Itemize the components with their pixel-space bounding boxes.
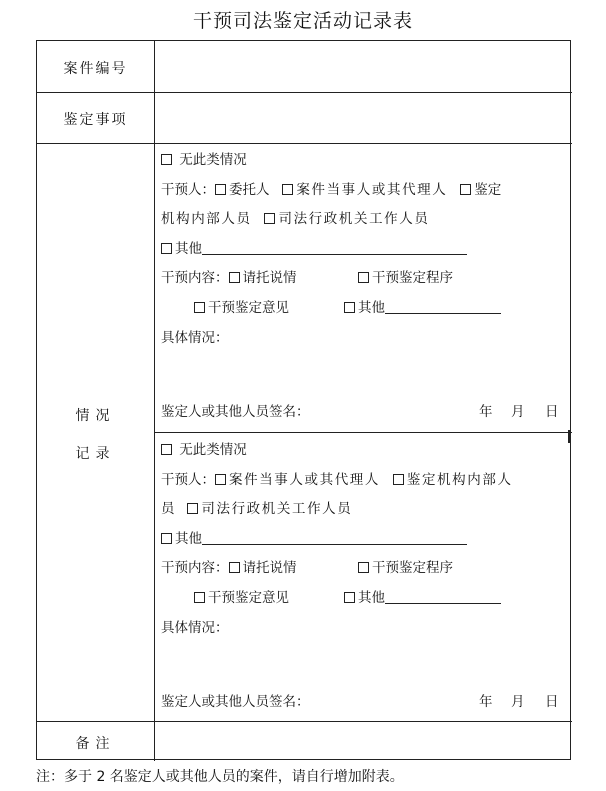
row-divider	[37, 143, 572, 144]
b2-details-label: 具体情况：	[161, 620, 229, 636]
case-number-field[interactable]	[155, 41, 572, 92]
b2-date-day: 日	[545, 694, 559, 710]
appraisal-matter-field[interactable]	[155, 93, 572, 143]
record-label-line2: 记录	[75, 446, 116, 462]
b2-no-such-case: 无此类情况	[161, 441, 247, 459]
checkbox[interactable]	[161, 243, 172, 254]
checkbox[interactable]	[344, 302, 355, 313]
checkbox[interactable]	[161, 533, 172, 544]
checkbox[interactable]	[358, 562, 369, 573]
b1-content-line: 干预内容： 请托说情	[161, 270, 297, 286]
footnote: 注：多于 2 名鉴定人或其他人员的案件，请自行增加附表。	[36, 769, 404, 785]
b1-date-year: 年	[479, 404, 493, 420]
remarks-field[interactable]	[155, 722, 572, 761]
b2-date-year: 年	[479, 694, 493, 710]
block-divider	[154, 432, 572, 433]
checkbox[interactable]	[229, 272, 240, 283]
b1-details-label: 具体情况：	[161, 330, 229, 346]
b2-content-procedure: 干预鉴定程序	[358, 559, 453, 577]
b2-content-line: 干预内容： 请托说情	[161, 560, 297, 576]
checkbox[interactable]	[215, 184, 226, 195]
checkbox[interactable]	[344, 592, 355, 603]
checkbox[interactable]	[161, 444, 172, 455]
b1-content-procedure: 干预鉴定程序	[358, 269, 453, 287]
checkbox[interactable]	[194, 592, 205, 603]
b2-date-month: 月	[511, 694, 525, 710]
b1-date-day: 日	[545, 404, 559, 420]
checkbox[interactable]	[264, 213, 275, 224]
b1-intervener-line: 干预人： 委托人 案件当事人或其代理人 鉴定	[161, 182, 502, 198]
checkbox[interactable]	[460, 184, 471, 195]
remarks-label: 备注	[75, 736, 116, 752]
b1-other-line: 其他	[161, 240, 467, 258]
b2-signature-label: 鉴定人或其他人员签名：	[161, 694, 310, 710]
appraisal-matter-label: 鉴定事项	[63, 112, 128, 128]
checkbox[interactable]	[358, 272, 369, 283]
fill-blank[interactable]	[202, 531, 467, 545]
fill-blank[interactable]	[385, 300, 501, 314]
edge-marker	[568, 430, 571, 443]
b1-no-such-case: 无此类情况	[161, 151, 247, 169]
b1-content-opinion: 干预鉴定意见	[194, 299, 289, 317]
fill-blank[interactable]	[385, 590, 501, 604]
column-divider	[154, 41, 155, 761]
b1-intervener-line2: 机构内部人员 司法行政机关工作人员	[161, 211, 430, 227]
b2-intervener-line: 干预人： 案件当事人或其代理人 鉴定机构内部人	[161, 472, 513, 488]
checkbox[interactable]	[161, 154, 172, 165]
b1-content-other: 其他	[344, 299, 501, 317]
checkbox[interactable]	[229, 562, 240, 573]
checkbox[interactable]	[215, 474, 226, 485]
checkbox[interactable]	[282, 184, 293, 195]
case-number-label: 案件编号	[63, 61, 128, 77]
checkbox[interactable]	[187, 503, 198, 514]
record-form	[36, 40, 571, 760]
b1-signature-label: 鉴定人或其他人员签名：	[161, 404, 310, 420]
checkbox[interactable]	[194, 302, 205, 313]
checkbox[interactable]	[393, 474, 404, 485]
b1-date-month: 月	[511, 404, 525, 420]
b2-intervener-line2: 员 司法行政机关工作人员	[161, 501, 353, 517]
fill-blank[interactable]	[202, 241, 467, 255]
form-title: 干预司法鉴定活动记录表	[192, 10, 413, 32]
record-label-line1: 情况	[75, 408, 116, 424]
b2-other-line: 其他	[161, 530, 467, 548]
b2-content-opinion: 干预鉴定意见	[194, 589, 289, 607]
b2-content-other: 其他	[344, 589, 501, 607]
